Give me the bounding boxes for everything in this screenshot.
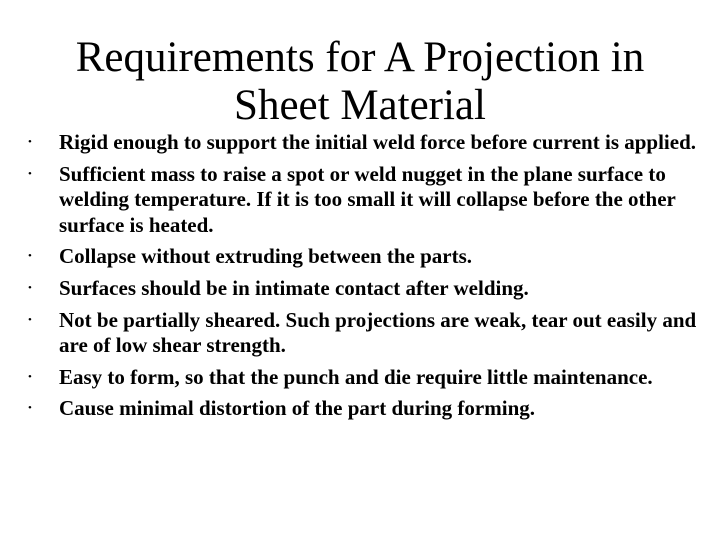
bullet-text: Surfaces should be in intimate contact after welding. bbox=[59, 275, 529, 300]
bullet-item bbox=[28, 276, 698, 302]
bullet-icon: • bbox=[28, 402, 32, 415]
bullet-item bbox=[28, 308, 698, 359]
bullet-text: Rigid enough to support the initial weld force before current is applied. bbox=[59, 130, 697, 154]
bullet-list bbox=[28, 130, 698, 428]
bullet-icon: • bbox=[28, 250, 32, 263]
bullet-icon: • bbox=[28, 136, 32, 148]
bullet-text: Sufficient mass to raise a spot or weld nugget in the plane surface to welding temperature. If it is too small it will collapse before the other surface is heated. bbox=[59, 161, 676, 237]
bullet-icon: • bbox=[28, 167, 32, 180]
bullet-item bbox=[28, 130, 698, 156]
bullet-item bbox=[28, 162, 698, 239]
bullet-item bbox=[28, 396, 698, 422]
bullet-text: Not be partially sheared. Such projections are weak, tear out easily and are of low shear strength. bbox=[59, 307, 697, 358]
bullet-item bbox=[28, 365, 698, 391]
bullet-text: Collapse without extruding between the parts. bbox=[59, 244, 472, 269]
bullet-text: Cause minimal distortion of the part during forming. bbox=[59, 396, 536, 421]
slide-title: Requirements for A Projection in Sheet Material bbox=[75, 34, 645, 129]
bullet-icon: • bbox=[28, 313, 32, 326]
bullet-item bbox=[28, 244, 698, 270]
bullet-icon: • bbox=[28, 281, 32, 294]
bullet-text: Easy to form, so that the punch and die require little maintenance. bbox=[59, 364, 653, 389]
bullet-icon: • bbox=[28, 370, 32, 383]
